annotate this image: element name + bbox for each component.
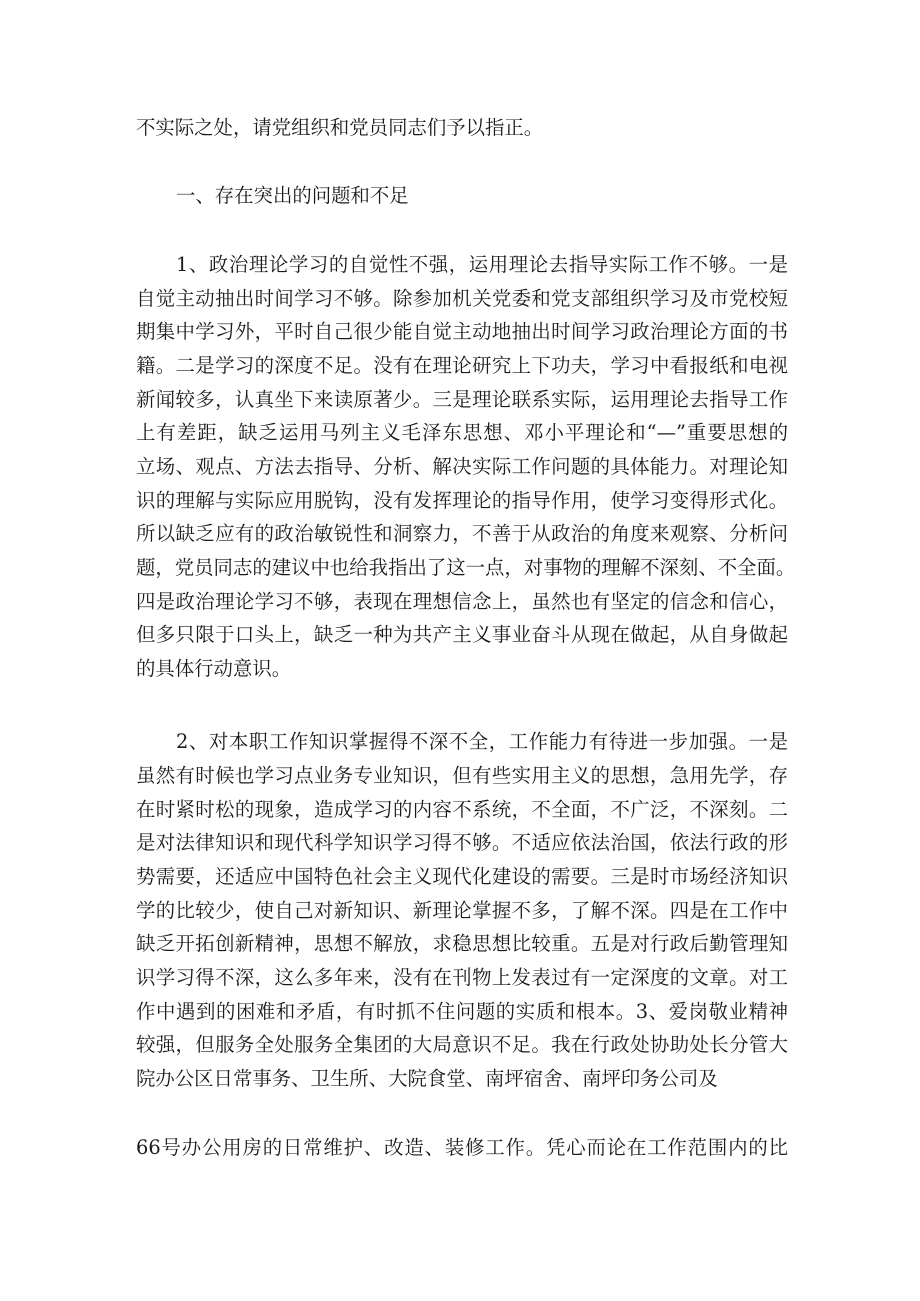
paragraph-line: 所以缺乏应有的政治敏锐性和洞察力，不善于从政治的角度来观察、分析问 (136, 522, 788, 545)
paragraph-line: 较强，但服务全处服务全集团的大局意识不足。我在行政处协助处长分管大 (136, 1033, 788, 1056)
paragraph-line: 虽然有时候也学习点业务专业知识，但有些实用主义的思想，急用先学，存 (136, 764, 788, 787)
paragraph-line: 1、政治理论学习的自觉性不强，运用理论去指导实际工作不够。一是 (176, 253, 788, 276)
paragraph-line: 缺乏开拓创新精神，思想不解放，求稳思想比较重。五是对行政后勤管理知 (136, 932, 788, 955)
paragraph-line: 势需要，还适应中国特色社会主义现代化建设的需要。三是时市场经济知识 (136, 865, 788, 888)
paragraph-line: 自觉主动抽出时间学习不够。除参加机关党委和党支部组织学习及市党校短 (136, 287, 788, 310)
paragraph-line: 的具体行动意识。 (136, 657, 292, 680)
paragraph-line: 题，党员同志的建议中也给我指出了这一点，对事物的理解不深刻、不全面。 (136, 556, 796, 579)
paragraph-line: 学的比较少，使自己对新知识、新理论掌握不多，了解不深。四是在工作中 (136, 899, 788, 922)
paragraph-line: 上有差距，缺乏运用马列主义毛泽东思想、邓小平理论和“—”重要思想的 (136, 421, 788, 444)
paragraph-line: 但多只限于口头上，缺乏一种为共产主义事业奋斗从现在做起，从自身做起 (136, 623, 788, 646)
paragraph-line: 期集中学习外，平时自己很少能自觉主动地抽出时间学习政治理论方面的书 (136, 320, 788, 343)
paragraph-line: 立场、观点、方法去指导、分析、解决实际工作问题的具体能力。对理论知 (136, 455, 788, 478)
paragraph-line: 识学习得不深，这么多年来，没有在刊物上发表过有一定深度的文章。对工 (136, 966, 788, 989)
paragraph-line: 新闻较多，认真坐下来读原著少。三是理论联系实际，运用理论去指导工作 (136, 388, 788, 411)
final-line: 66号办公用房的日常维护、改造、装修工作。凭心而论在工作范围内的比 (136, 1136, 788, 1159)
paragraph-line: 籍。二是学习的深度不足。没有在理论研究上下功夫，学习中看报纸和电视 (136, 354, 788, 377)
paragraph-line: 作中遇到的困难和矛盾，有时抓不住问题的实质和根本。3、爱岗敬业精神 (136, 1000, 788, 1023)
paragraph-line: 四是政治理论学习不够，表现在理想信念上，虽然也有坚定的信念和信心， (136, 590, 788, 613)
paragraph-line: 是对法律知识和现代科学知识学习得不够。不适应依法治国，依法行政的形 (136, 831, 788, 854)
paragraph-line: 2、对本职工作知识掌握得不深不全，工作能力有待进一步加强。一是 (176, 730, 788, 753)
paragraph-line: 识的理解与实际应用脱钩，没有发挥理论的指导作用，使学习变得形式化。 (136, 489, 788, 512)
paragraph-line: 院办公区日常事务、卫生所、大院食堂、南坪宿舍、南坪印务公司及 (136, 1067, 718, 1090)
section-heading: 一、存在突出的问题和不足 (176, 184, 409, 207)
paragraph-line: 在时紧时松的现象，造成学习的内容不系统，不全面，不广泛，不深刻。二 (136, 798, 788, 821)
intro-line: 不实际之处，请党组织和党员同志们予以指正。 (136, 116, 544, 139)
